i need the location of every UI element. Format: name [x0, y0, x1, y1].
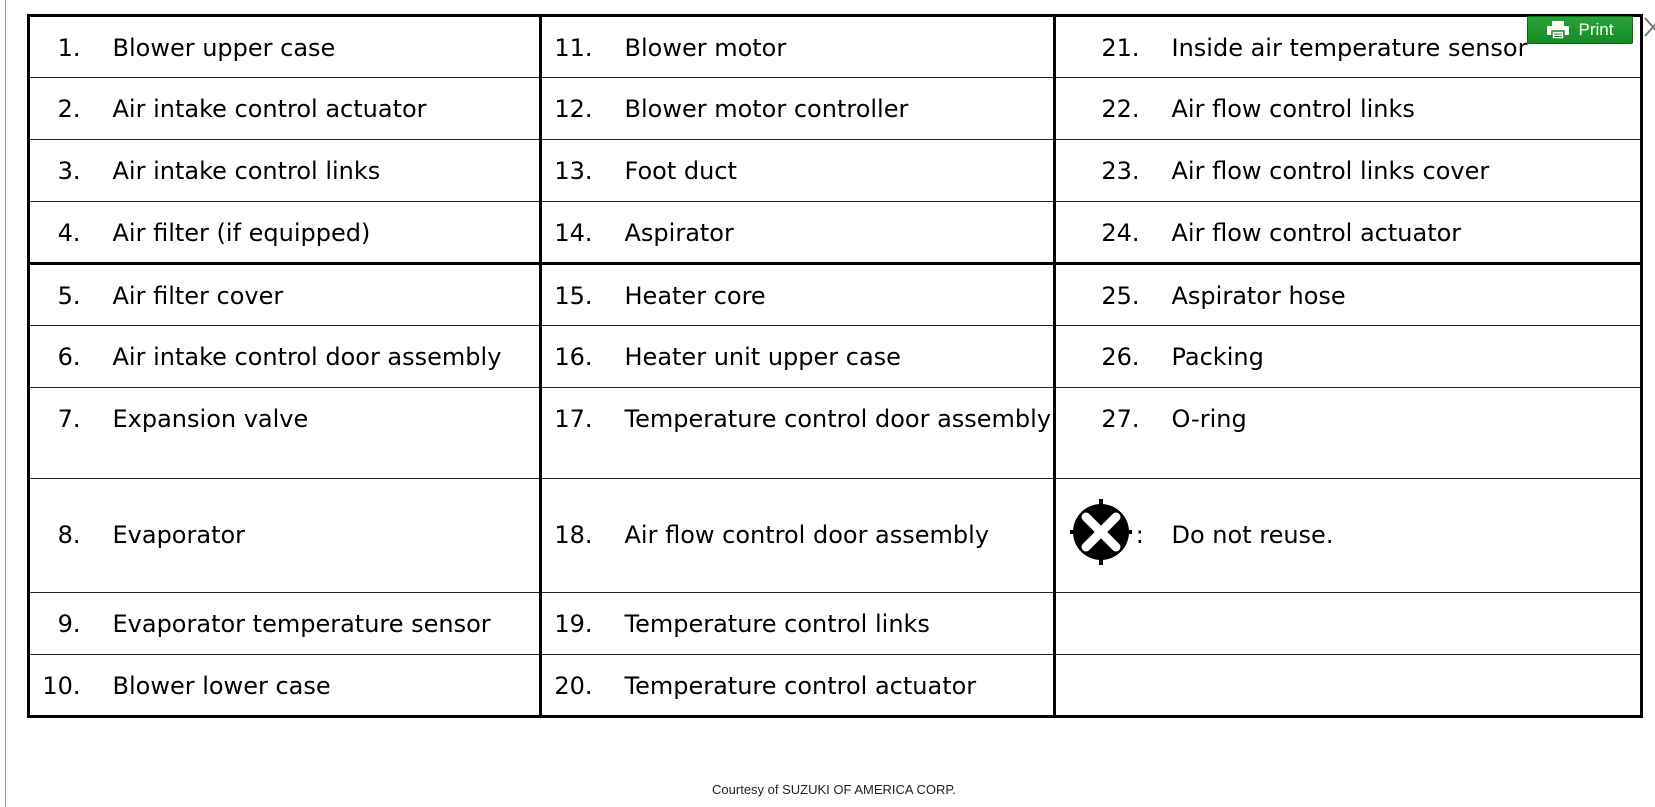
item-number: 5.	[29, 264, 99, 326]
item-label: Air flow control links	[1158, 78, 1642, 140]
table-row	[29, 78, 1642, 140]
close-icon[interactable]	[1643, 14, 1655, 40]
item-label: Blower upper case	[99, 16, 541, 78]
item-label: Air intake control links	[99, 140, 541, 202]
component-legend-table	[27, 14, 1643, 718]
table-row	[29, 655, 1642, 717]
item-label: Air flow control actuator	[1158, 202, 1642, 264]
item-number: 3.	[29, 140, 99, 202]
empty-cell	[1158, 593, 1642, 655]
item-number: 14.	[541, 202, 611, 264]
table-row	[29, 479, 1642, 593]
item-label: Evaporator temperature sensor	[99, 593, 541, 655]
item-number: 17.	[541, 388, 611, 479]
item-number: 20.	[541, 655, 611, 717]
item-number: 16.	[541, 326, 611, 388]
item-label: Temperature control door assembly	[611, 388, 1055, 479]
page-left-border	[5, 0, 6, 807]
printer-icon	[1547, 21, 1569, 39]
item-label: Foot duct	[611, 140, 1055, 202]
item-number: 19.	[541, 593, 611, 655]
empty-cell	[1055, 593, 1158, 655]
empty-cell	[1158, 655, 1642, 717]
empty-cell	[1055, 655, 1158, 717]
do-not-reuse-symbol	[1070, 499, 1144, 565]
courtesy-note: Courtesy of SUZUKI OF AMERICA CORP.	[712, 782, 956, 797]
item-label: Air flow control links cover	[1158, 140, 1642, 202]
item-label: Packing	[1158, 326, 1642, 388]
print-button-label: Print	[1578, 20, 1614, 39]
item-label: Do not reuse.	[1158, 479, 1642, 593]
table-row	[29, 593, 1642, 655]
item-label: Evaporator	[99, 479, 541, 593]
item-number: 23.	[1055, 140, 1158, 202]
item-number: 26.	[1055, 326, 1158, 388]
item-label: Blower motor controller	[611, 78, 1055, 140]
item-label: Blower motor	[611, 16, 1055, 78]
item-label: Temperature control actuator	[611, 655, 1055, 717]
item-number: 11.	[541, 16, 611, 78]
item-number: 13.	[541, 140, 611, 202]
item-label: Temperature control links	[611, 593, 1055, 655]
item-number: 10.	[29, 655, 99, 717]
item-number: 7.	[29, 388, 99, 479]
table-row	[29, 140, 1642, 202]
table-row	[29, 388, 1642, 479]
item-label: Expansion valve	[99, 388, 541, 479]
item-number: 8.	[29, 479, 99, 593]
item-number: 1.	[29, 16, 99, 78]
item-label: Aspirator	[611, 202, 1055, 264]
item-label: Air intake control door assembly	[99, 326, 541, 388]
item-label: Air flow control door assembly	[611, 479, 1055, 593]
item-label: Heater unit upper case	[611, 326, 1055, 388]
item-number: 27.	[1055, 388, 1158, 479]
table-row	[29, 264, 1642, 326]
item-number: 2.	[29, 78, 99, 140]
item-label: O-ring	[1158, 388, 1642, 479]
item-number: 6.	[29, 326, 99, 388]
item-number: 21.	[1055, 16, 1158, 78]
item-label: Inside air temperature sensor	[1158, 16, 1642, 78]
item-number: 9.	[29, 593, 99, 655]
item-number: 24.	[1055, 202, 1158, 264]
table-row	[29, 202, 1642, 264]
symbol-suffix: :	[1135, 520, 1144, 549]
do-not-reuse-icon	[1070, 499, 1132, 565]
item-label: Air filter (if equipped)	[99, 202, 541, 264]
item-number: 22.	[1055, 78, 1158, 140]
item-label: Heater core	[611, 264, 1055, 326]
item-label: Air intake control actuator	[99, 78, 541, 140]
table-row	[29, 326, 1642, 388]
item-label: Aspirator hose	[1158, 264, 1642, 326]
table-row	[29, 16, 1642, 78]
item-number: 15.	[541, 264, 611, 326]
print-button[interactable]	[1527, 16, 1633, 44]
item-number: 12.	[541, 78, 611, 140]
item-number: 4.	[29, 202, 99, 264]
symbol-cell	[1055, 479, 1158, 593]
item-number: 25.	[1055, 264, 1158, 326]
item-label: Air filter cover	[99, 264, 541, 326]
item-label: Blower lower case	[99, 655, 541, 717]
item-number: 18.	[541, 479, 611, 593]
